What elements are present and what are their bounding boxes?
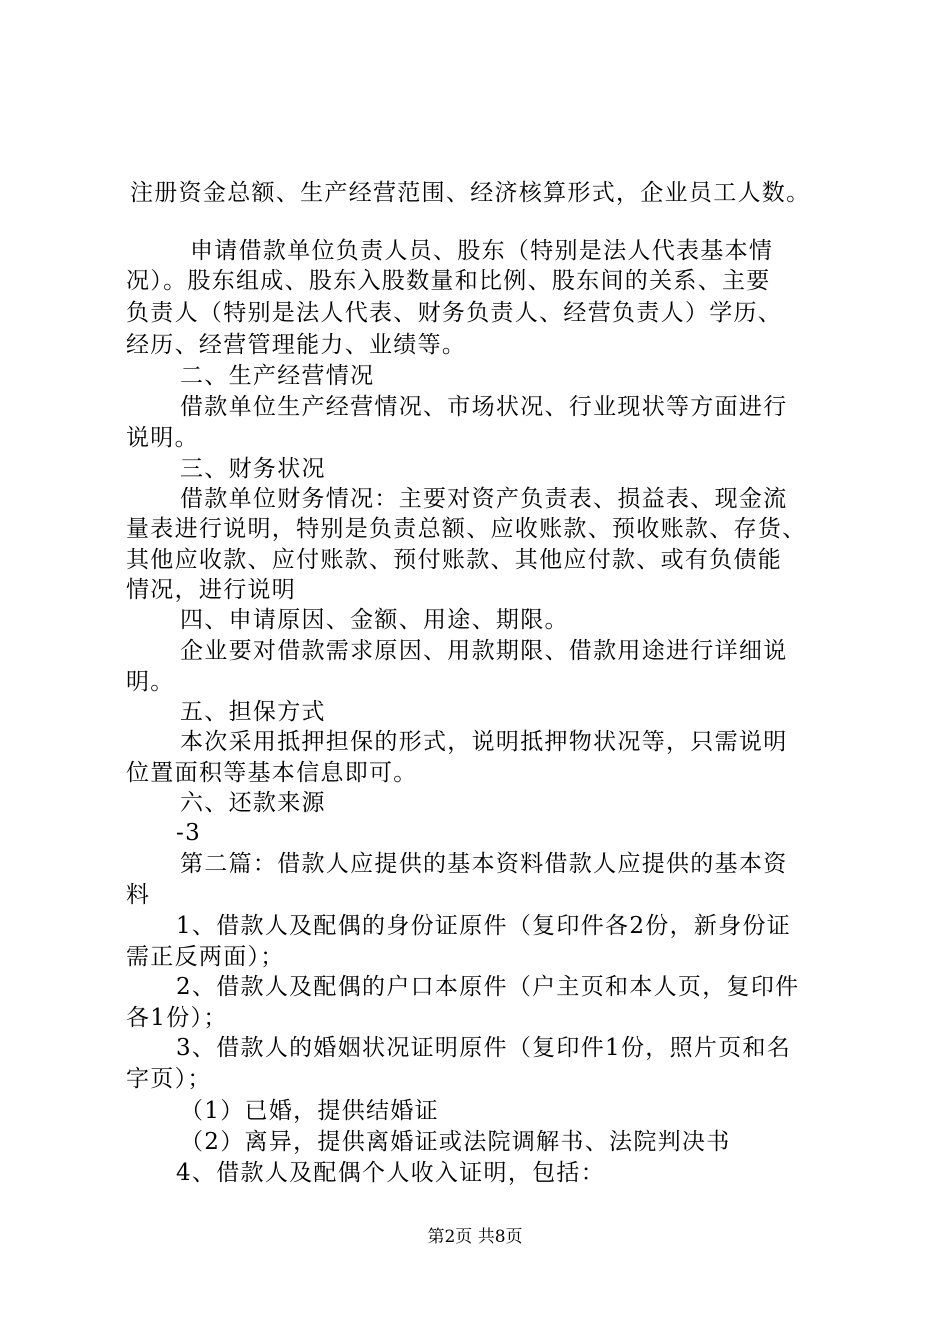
- text-line: 情况，进行说明: [126, 577, 297, 603]
- section-heading: 四、申请原因、金额、用途、期限。: [180, 607, 569, 633]
- text-line: 料: [126, 882, 151, 908]
- text-line: 各1份）；: [126, 1005, 228, 1031]
- text-line: 字页）；: [126, 1066, 212, 1092]
- text-line: 位置面积等基本信息即可。: [126, 760, 418, 786]
- list-item: 3、借款人的婚姻状况证明原件（复印件1份，照片页和名: [176, 1035, 792, 1061]
- text-line: 本次采用抵押担保的形式，说明抵押物状况等，只需说明: [180, 729, 788, 755]
- list-item: 1、借款人及配偶的身份证原件（复印件各2份，新身份证: [176, 913, 792, 939]
- section-heading: 五、担保方式: [180, 699, 326, 725]
- text-line: 申请借款单位负责人员、股东（特别是法人代表基本情: [190, 238, 774, 264]
- section-heading: 二、生产经营情况: [180, 363, 375, 389]
- text-line: 企业要对借款需求原因、用款期限、借款用途进行详细说: [180, 638, 788, 664]
- text-line: 注册资金总额、生产经营范围、经济核算形式，企业员工人数。: [130, 180, 811, 206]
- text-line: 况）。股东组成、股东入股数量和比例、股东间的关系、主要: [126, 268, 771, 294]
- section-title: 第二篇：借款人应提供的基本资料借款人应提供的基本资: [180, 851, 788, 877]
- list-item: 4、借款人及配偶个人收入证明，包括：: [176, 1160, 606, 1186]
- text-line: 需正反两面）；: [126, 944, 285, 970]
- text-line: 量表进行说明，特别是负责总额、应收账款、预收账款、存货、: [126, 516, 807, 542]
- text-line: 明。: [126, 669, 175, 695]
- text-line: 负责人（特别是法人代表、财务负责人、经营负责人）学历、: [126, 300, 783, 326]
- list-item: 2、借款人及配偶的户口本原件（户主页和本人页，复印件: [176, 974, 800, 1000]
- page-footer: 第2页 共8页: [427, 1227, 523, 1247]
- sub-list-item: （2）离异，提供离婚证或法院调解书、法院判决书: [180, 1129, 731, 1155]
- text-line: 借款单位生产经营情况、市场状况、行业现状等方面进行: [180, 394, 788, 420]
- text-line: 经历、经营管理能力、业绩等。: [126, 332, 467, 358]
- sub-list-item: （1）已婚，提供结婚证: [180, 1098, 439, 1124]
- text-line: -3: [176, 820, 202, 846]
- text-line: 说明。: [126, 425, 199, 451]
- text-line: 借款单位财务情况：主要对资产负责表、损益表、现金流: [180, 486, 788, 512]
- section-heading: 六、还款来源: [180, 790, 326, 816]
- section-heading: 三、财务状况: [180, 456, 326, 482]
- text-line: 其他应收款、应付账款、预付账款、其他应付款、或有负债能: [126, 547, 783, 573]
